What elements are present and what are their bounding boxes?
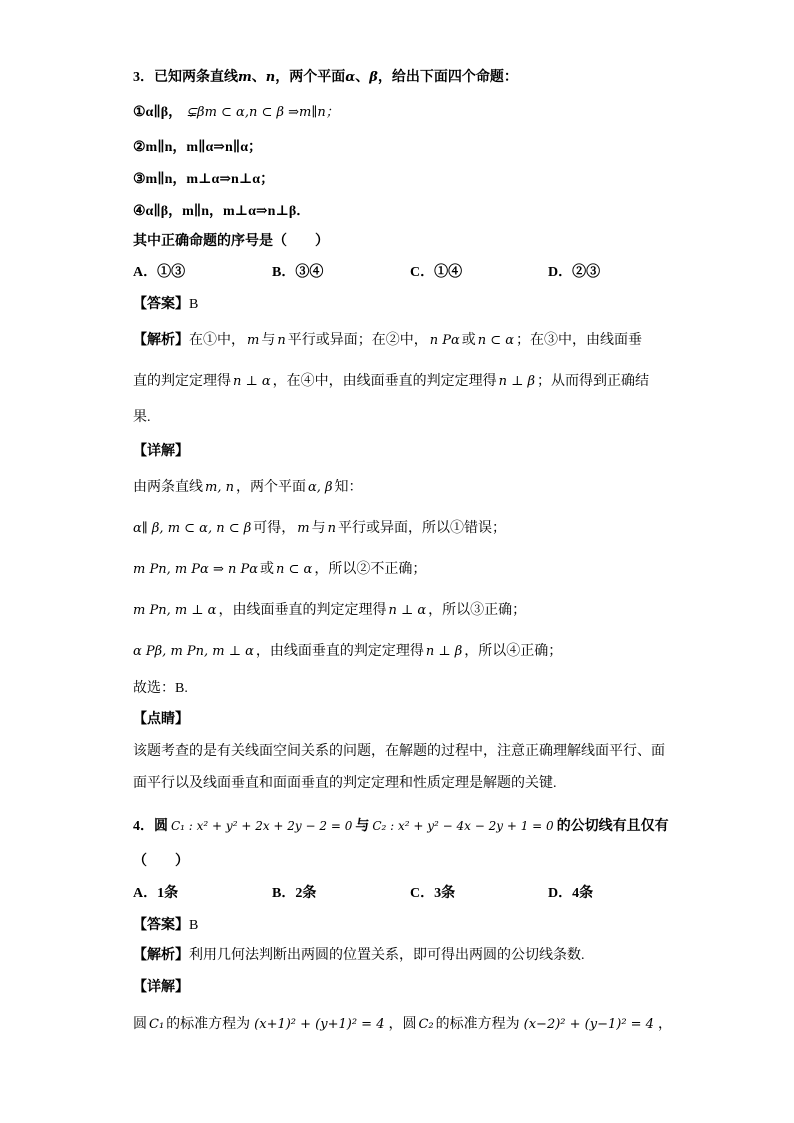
math-variable: α [345,70,356,85]
q4-analysis [133,945,585,967]
q4-option-a: A．1条 [133,886,179,901]
q3-proposition-3 [133,169,274,191]
q3-option-c: C．①④ [410,265,463,280]
q3-comment-line-2: 面平行以及线面垂直和面面垂直的判定定理和性质定理是解题的关键. [133,776,557,791]
q3-detail-line-1 [133,477,363,499]
math-expression: n ⊥ α [233,374,271,389]
q3-detail-line-4 [133,600,526,622]
math-expression: C₁ [149,1017,165,1032]
answer-value: B [189,918,199,933]
answer-label: 【答案】 [133,918,189,933]
text-segment: 、 [251,70,266,85]
text-segment: 、 [355,70,370,85]
text-segment: 圆 [133,1017,147,1032]
q3-detail-label: 【详解】 [133,444,189,459]
text-segment: 由两条直线 [133,480,203,495]
text-segment: 故选：B. [133,681,188,696]
math-expression: m [247,333,260,348]
text-segment: 4．圆 [133,819,168,834]
math-expression: n [327,521,336,536]
text-segment: ；从而得到正确结 [537,374,650,389]
math-expression: (x−2)² + (y−1)² = 4 [523,1017,654,1032]
math-expression: n ⊥ α [388,603,427,618]
q3-detail-conclusion [133,678,188,700]
q3-detail-line-5 [133,641,562,663]
text-segment: ④α∥β，m∥n，m⊥α⇒n⊥β． [133,204,311,219]
math-expression: n ⊥ β [425,644,463,659]
math-variable: n [265,70,276,85]
q3-option-b: B．③④ [272,265,324,280]
analysis-label: 【解析】 [133,333,189,348]
math-expression: m Pn, m ⊥ α [133,603,217,618]
text-segment: 平行或异面，所以①错误； [337,521,506,536]
analysis-label: 【解析】 [133,948,189,963]
math-expression: α∥ β, m ⊂ α, n ⊂ β [133,521,252,536]
text-segment: 与 [311,521,326,536]
text-segment: ，由线面垂直的判定定理得 [218,603,387,618]
math-variable: m [238,70,252,85]
q3-prompt: 其中正确命题的序号是（ ） [133,234,329,249]
math-expression: (x+1)² + (y+1)² = 4 [254,1017,385,1032]
q4-option-c: C．3条 [410,886,456,901]
math-expression: α Pβ, m Pn, m ⊥ α [133,644,254,659]
q3-stem [133,67,518,89]
q3-comment-label: 【点睛】 [133,712,189,727]
q4-options [133,883,653,905]
math-expression: C₂ : x² + y² − 4x − 2y + 1 = 0 [372,819,554,833]
text-segment: ②m∥n，m∥α⇒n∥α； [133,140,263,155]
math-expression: n Pα [429,333,460,348]
text-segment: 在①中， [189,333,245,348]
math-expression: n ⊥ β [498,374,536,389]
q3-analysis-line-1 [133,330,642,352]
text-segment: ，所以③正确； [428,603,527,618]
q4-prompt: （ ） [133,854,189,869]
math-expression: C₁ : x² + y² + 2x + 2y − 2 = 0 [171,819,353,833]
text-segment: 果. [133,410,151,425]
math-expression: n ⊂ α [276,562,313,577]
text-segment: ；在③中，由线面垂 [516,333,643,348]
text-segment: ， [657,1017,672,1032]
text-segment: 的公切线有且仅有 [556,819,669,834]
q3-comment-line-1: 该题考查的是有关线面空间关系的问题，在解题的过程中，注意正确理解线面平行、面 [133,744,665,759]
q3-detail-line-3 [133,559,426,581]
answer-label: 【答案】 [133,297,189,312]
math-expression: n ⊂ α [477,333,515,348]
q3-proposition-4 [133,201,310,223]
math-expression: ⊊βm ⊂ α,n ⊂ β ⇒m∥n； [186,105,339,120]
q4-detail-label: 【详解】 [133,980,189,995]
q3-option-a: A．①③ [133,265,186,280]
q3-answer [133,294,198,316]
text-segment: ，圆 [388,1017,417,1032]
math-expression: C₂ [418,1017,434,1032]
q4-detail-line-1 [133,1014,672,1036]
text-segment: ，给出下面四个命题： [377,70,518,85]
q3-options [133,262,653,284]
q4-option-d: D．4条 [548,886,594,901]
q3-proposition-2 [133,137,262,159]
q3-detail-line-2 [133,518,506,540]
text-segment: ，由线面垂直的判定定理得 [255,644,424,659]
q3-option-d: D．②③ [548,265,601,280]
text-segment: 直的判定定理得 [133,374,231,389]
text-segment: ，两个平面 [275,70,346,85]
math-expression: m [297,521,310,536]
q4-stem [133,815,669,837]
q4-option-b: B．2条 [272,886,317,901]
math-variable: β [369,70,378,85]
text-segment: 与 [261,333,276,348]
text-segment: 或 [260,562,275,577]
text-segment: ③m∥n，m⊥α⇒n⊥α； [133,172,275,187]
q3-analysis-line-2 [133,371,649,393]
math-expression: n [277,333,286,348]
text-segment: 3．已知两条直线 [133,70,238,85]
text-segment: 的标准方程为 [435,1017,520,1032]
text-segment: ①α∥β， [133,105,183,120]
text-segment: 或 [461,333,476,348]
text-segment: 知： [334,480,363,495]
q4-answer [133,915,198,937]
text-segment: 平行或异面；在②中， [287,333,428,348]
q3-analysis-line-3 [133,407,151,429]
text-segment: 的标准方程为 [166,1017,251,1032]
text-segment: ，所以②不正确； [314,562,427,577]
q3-proposition-1 [133,102,343,124]
math-expression: m, n [205,480,234,495]
text-segment: ，在④中，由线面垂直的判定定理得 [272,374,497,389]
text-segment: 可得， [253,521,296,536]
text-segment: 与 [355,819,370,834]
text-segment: ，两个平面 [235,480,306,495]
text-segment: ，所以④正确； [464,644,563,659]
math-expression: α, β [307,480,333,495]
answer-value: B [189,297,199,312]
math-expression: m Pn, m Pα ⇒ n Pα [133,562,259,577]
text-segment: 利用几何法判断出两圆的位置关系，即可得出两圆的公切线条数. [189,948,585,963]
